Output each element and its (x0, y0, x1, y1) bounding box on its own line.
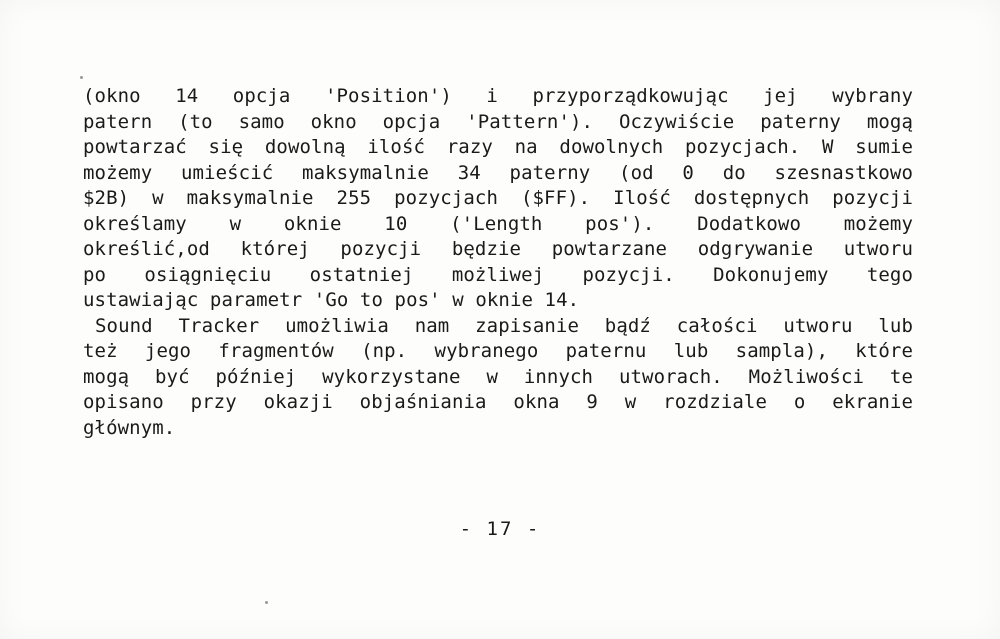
text-line: $2B) w maksymalnie 255 pozycjach ($FF). Ilość dostępnych pozycji (83, 187, 913, 209)
text-line: (okno 14 opcja 'Position') i przyporządkowując jej wybrany (83, 85, 913, 107)
text-line: Sound Tracker umożliwia nam zapisanie bądź całości utworu lub (95, 314, 913, 337)
body-text (83, 84, 913, 441)
text-line: ustawiając parametr 'Go to pos' w oknie 14. (83, 289, 580, 311)
text-line: określić,od której pozycji będzie powtarzane odgrywanie utworu (83, 238, 913, 260)
text-line: określamy w oknie 10 ('Length pos'). Dodatkowo możemy (83, 212, 913, 235)
paper-speck (265, 601, 268, 604)
text-line: głównym. (83, 416, 176, 439)
text-line: możemy umieścić maksymalnie 34 paterny (od 0 do szesnastkowo (83, 161, 913, 184)
page-number: - 17 - (459, 518, 541, 540)
text-line: też jego fragmentów (np. wybranego paternu lub sampla), które (83, 340, 913, 362)
text-line: patern (to samo okno opcja 'Pattern'). Oczywiście paterny mogą (83, 110, 913, 133)
text-line: opisano przy okazji objaśniania okna 9 w rozdziale o ekranie (83, 391, 913, 413)
text-line: mogą być później wykorzystane w innych utworach. Możliwości te (83, 365, 913, 388)
paper-speck (80, 76, 83, 79)
text-line: powtarzać się dowolną ilość razy na dowolnych pozycjach. W sumie (83, 136, 913, 158)
text-line: po osiągnięciu ostatniej możliwej pozycji. Dokonujemy tego (83, 263, 913, 286)
